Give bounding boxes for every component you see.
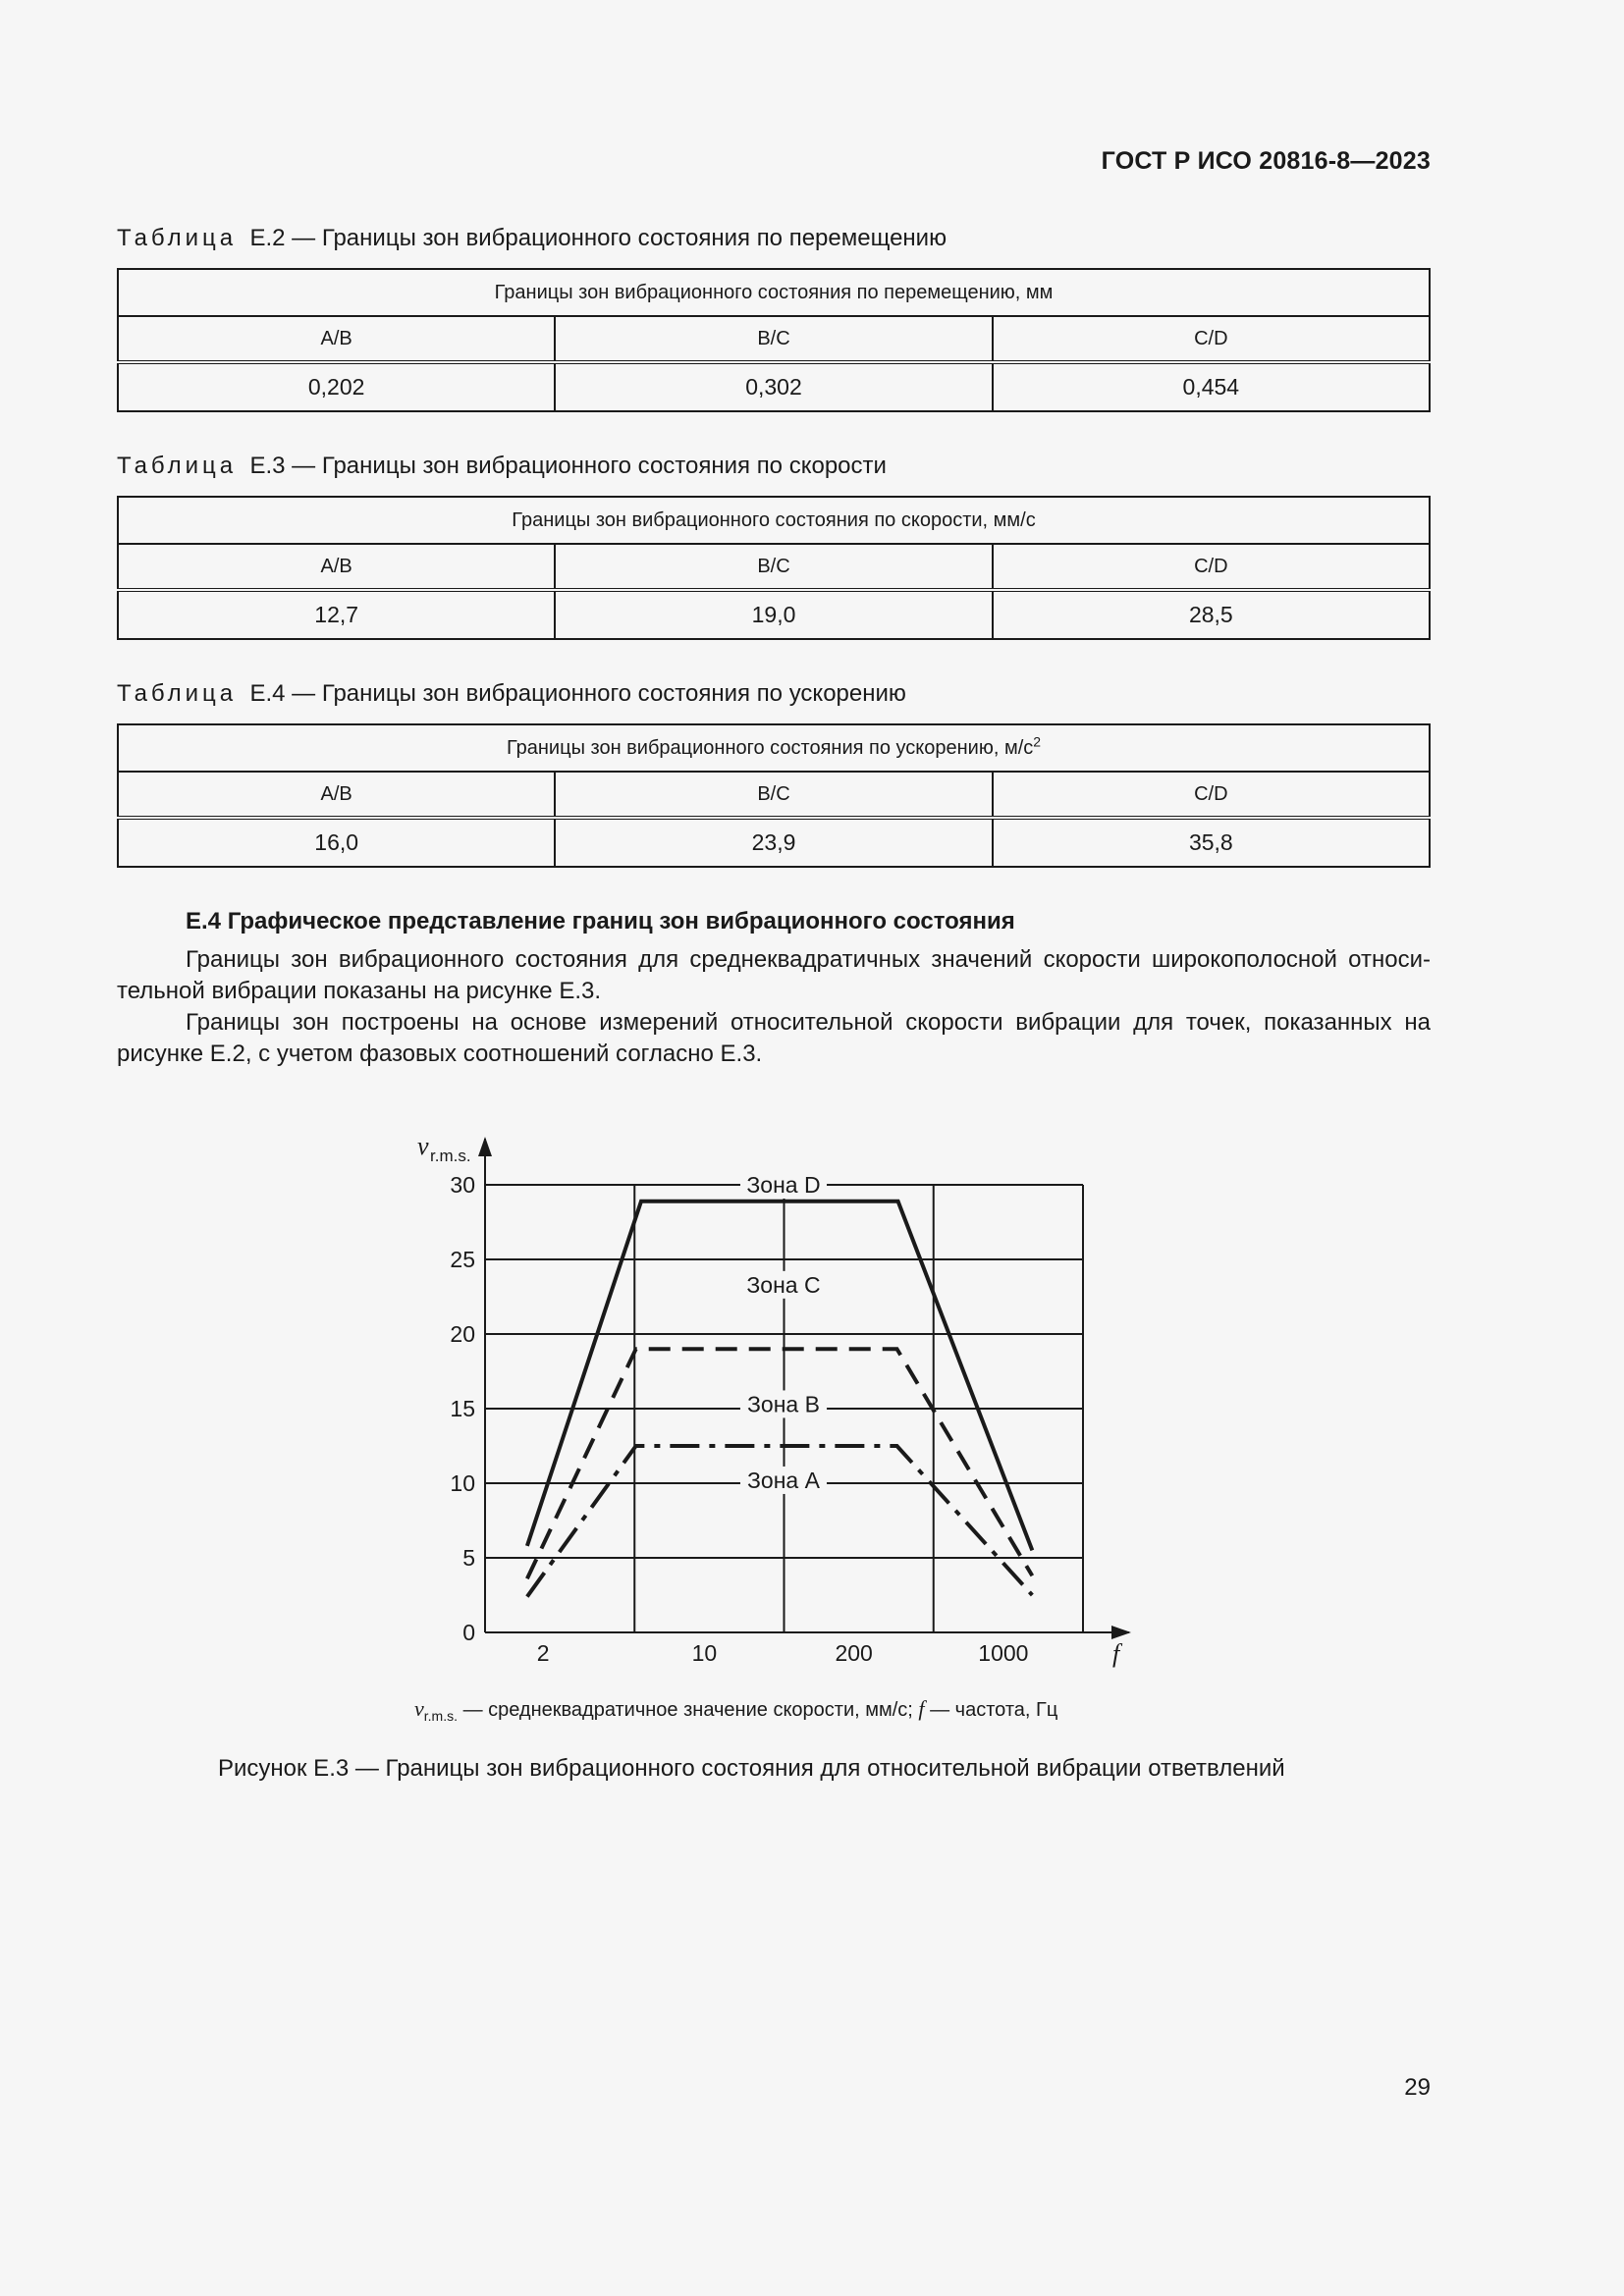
x-tick-label: 200: [835, 1640, 873, 1666]
paragraph: Границы зон построены на основе измерений относительной скорости вибрации для точек, показанных на рисунке Е.2, с учетом фазовых соотношений согласно Е.3.: [117, 1009, 1431, 1067]
table-label: Таблица: [117, 680, 238, 707]
y-axis-arrow-icon: [478, 1137, 492, 1156]
zone-label: Зона B: [747, 1391, 820, 1417]
y-tick-label: 30: [450, 1172, 475, 1198]
figure-caption: Рисунок Е.3 — Границы зон вибрационного состояния для относительной вибрации ответвлений: [218, 1755, 1285, 1782]
column-header: B/C: [555, 316, 992, 362]
page-number: 29: [1404, 2074, 1431, 2101]
column-header: A/B: [118, 316, 555, 362]
table-head: Границы зон вибрационного состояния по ускорению, $м/с^2$: [118, 724, 1430, 772]
chart-labels: [417, 1132, 1123, 1668]
section-title: Е.4 Графическое представление границ зон вибрационного состояния: [186, 908, 1015, 934]
table-caption-text: Е.4 — Границы зон вибрационного состояния по ускорению: [249, 680, 906, 707]
y-tick-label: 20: [450, 1321, 475, 1347]
table-label: Таблица: [117, 453, 238, 479]
table-cell: 0,302: [555, 362, 992, 411]
y-tick-label: 10: [450, 1470, 475, 1496]
x-axis-label: f: [1112, 1639, 1120, 1668]
column-header: B/C: [555, 544, 992, 590]
column-header: A/B: [118, 544, 555, 590]
table-head: Границы зон вибрационного состояния по скорости, мм/с: [118, 497, 1430, 544]
paragraph: Границы зон вибрационного состояния для среднеквадратичных значений скорости широкополосной относи-тельной вибрации показаны на рисунке Е.3.: [117, 946, 1431, 1004]
x-axis-arrow-icon: [1111, 1626, 1131, 1639]
table-cell: 28,5: [993, 590, 1430, 639]
figure-legend-note: $v_{r.m.s.}$ — среднеквадратичное значение скорости, мм/с; f — частота, Гц: [414, 1696, 1058, 1724]
x-tick-label: 2: [536, 1640, 550, 1666]
zone-label: Зона A: [747, 1467, 820, 1493]
table-cell: 23,9: [555, 818, 992, 867]
y-tick-label: 5: [462, 1545, 475, 1571]
table-label: Таблица: [117, 225, 238, 251]
column-header: C/D: [993, 544, 1430, 590]
table-cell: 16,0: [118, 818, 555, 867]
table-cell: 0,202: [118, 362, 555, 411]
series-line-dashed: [527, 1349, 1032, 1578]
table-cell: 0,454: [993, 362, 1430, 411]
zone-label: Зона C: [746, 1271, 821, 1298]
table-cell: 35,8: [993, 818, 1430, 867]
y-tick-label: 15: [450, 1396, 475, 1421]
table-cell: 19,0: [555, 590, 992, 639]
y-axis-label-subscript: r.m.s.: [430, 1147, 471, 1165]
x-tick-label: 10: [691, 1640, 718, 1666]
series-line-solid: [527, 1201, 1032, 1551]
column-header: C/D: [993, 316, 1430, 362]
column-header: C/D: [993, 772, 1430, 818]
x-tick-label: 1000: [978, 1640, 1029, 1666]
table-caption-text: Е.2 — Границы зон вибрационного состояния по перемещению: [249, 225, 947, 251]
table-head: Границы зон вибрационного состояния по перемещению, мм: [118, 269, 1430, 316]
column-header: B/C: [555, 772, 992, 818]
y-axis-label: v: [417, 1132, 429, 1160]
table-caption-text: Е.3 — Границы зон вибрационного состояния по скорости: [249, 453, 887, 479]
y-tick-label: 25: [450, 1247, 475, 1272]
document-code: ГОСТ Р ИСО 20816-8—2023: [1101, 147, 1431, 175]
chart-axes: [478, 1137, 1131, 1639]
y-tick-label: 0: [462, 1620, 475, 1645]
zone-label: Зона D: [746, 1172, 821, 1198]
table-cell: 12,7: [118, 590, 555, 639]
column-header: A/B: [118, 772, 555, 818]
